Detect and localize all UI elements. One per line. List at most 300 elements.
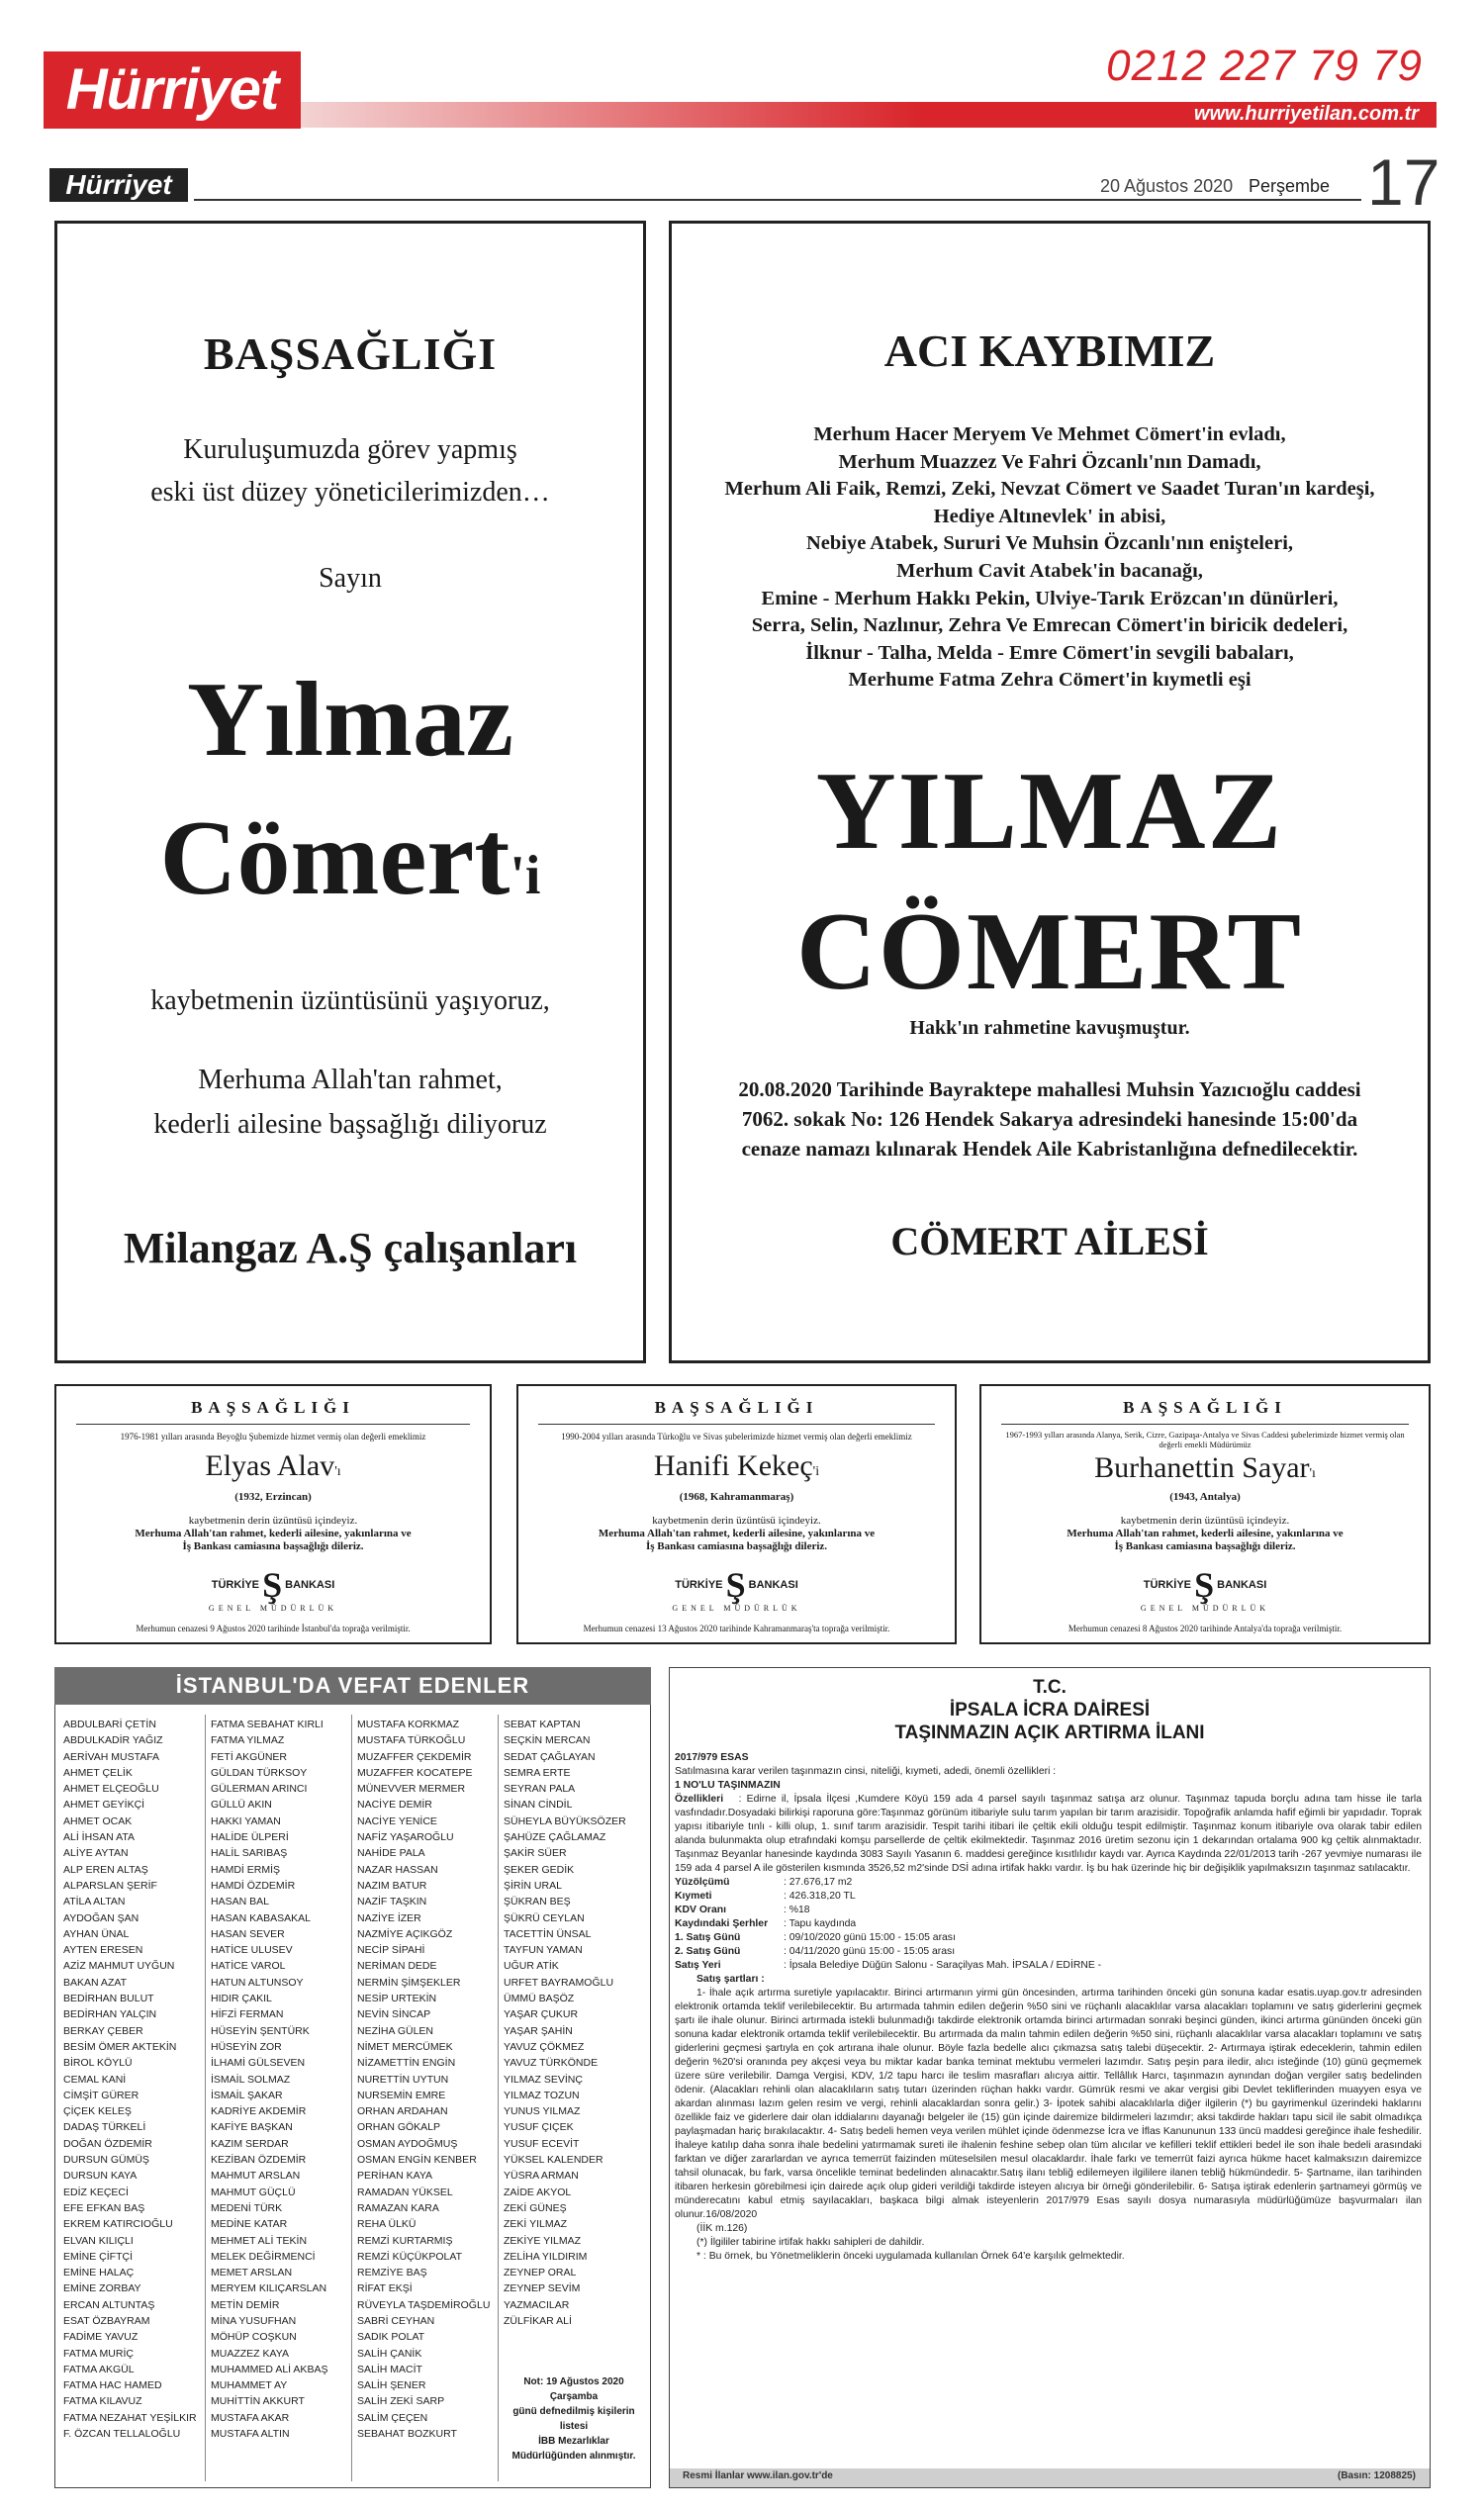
small-ad-msg1: kaybetmenin derin üzüntüsü içindeyiz. — [1120, 1515, 1290, 1527]
icra-field-row — [675, 1959, 1422, 1973]
bank-name-left: TÜRKİYE — [1143, 1578, 1191, 1591]
deceased-name-item: NURETTİN UYTUN — [357, 2073, 449, 2086]
deceased-name-item: ŞİRİN URAL — [504, 1879, 562, 1892]
deceased-name-item: FADİME YAVUZ — [63, 2331, 139, 2344]
small-ad-title: BAŞSAĞLIĞI — [1123, 1398, 1287, 1417]
icra-field-row — [675, 1904, 1422, 1917]
deceased-name-item: MUSTAFA TÜRKOĞLU — [357, 1734, 466, 1747]
deceased-name-item: MUAZZEZ KAYA — [211, 2347, 289, 2360]
deceased-name-item: BERKAY ÇEBER — [63, 2024, 143, 2037]
icra-field-label: 2. Satış Günü — [675, 1946, 741, 1957]
name-suffix: 'ı — [334, 1464, 341, 1479]
icra-field-value: : Tapu kaydında — [784, 1918, 857, 1929]
deceased-name-item: PERİHAN KAYA — [357, 2170, 433, 2183]
relative-line: Emine - Merhum Hakkı Pekin, Ulviye-Tarık Erözcan'ın dünürleri, — [761, 587, 1339, 609]
small-ad-msg1: kaybetmenin derin üzüntüsü içindeyiz. — [188, 1515, 358, 1527]
ad2-title: ACI KAYBIMIZ — [883, 326, 1216, 376]
icra-body — [675, 1751, 1422, 2264]
deceased-name-item: HASAN KABASAKAL — [211, 1911, 311, 1924]
condolence-ad-milangaz — [54, 221, 646, 1363]
relative-line: Hediye Altınevlek' in abisi, — [933, 505, 1166, 527]
deceased-name-item: HALİL SARIBAŞ — [211, 1847, 288, 1860]
bank-name-right: BANKASI — [1217, 1578, 1267, 1591]
funeral-line: 20.08.2020 Tarihinde Bayraktepe mahallesi Muhsin Yazıcıoğlu caddesi — [738, 1077, 1361, 1101]
deceased-name-item: AHMET ÇELİK — [63, 1766, 133, 1779]
deceased-name-item: ZÜLFİKAR ALİ — [504, 2314, 572, 2327]
icra-field-row — [675, 1931, 1422, 1945]
vefat-title: İSTANBUL'DA VEFAT EDENLER — [54, 1667, 651, 1705]
relative-line: Merhum Hacer Meryem Ve Mehmet Cömert'in evladı, — [813, 423, 1286, 445]
isbank-icon: Ş — [1194, 1565, 1215, 1605]
deceased-name-item: HÜSEYİN ŞENTÜRK — [211, 2024, 310, 2037]
bank-name-right: BANKASI — [285, 1578, 335, 1591]
small-ad-msg2: Merhuma Allah'tan rahmet, kederli ailesine, yakınlarına ve — [1067, 1528, 1344, 1539]
deceased-name-item: HATUN ALTUNSOY — [211, 1976, 304, 1989]
deceased-name-item: OSMAN AYDOĞMUŞ — [357, 2137, 458, 2150]
deceased-name-item: MİNA YUSUFHAN — [211, 2314, 297, 2327]
small-ad-info: (1968, Kahramanmaraş) — [679, 1491, 794, 1503]
icra-intro: Satılmasına karar verilen taşınmazın cinsi, niteliği, kıymeti, adedi, önemli özellikleri : — [675, 1766, 1057, 1777]
deceased-name-item: HİFZİ FERMAN — [211, 2008, 284, 2021]
deceased-name-item: REMZİYE BAŞ — [357, 2267, 427, 2279]
deceased-name-item: REMZİ KÜÇÜKPOLAT — [357, 2250, 462, 2263]
ad1-name-last — [57, 797, 643, 920]
relative-line: Merhum Cavit Atabek'in bacanağı, — [896, 559, 1203, 582]
name-suffix: 'i — [812, 1464, 820, 1479]
deceased-name-item: AYHAN ÜNAL — [63, 1927, 130, 1940]
deceased-name-item: FATMA AKGÜL — [63, 2363, 135, 2375]
deceased-name-item: SÜHEYLA BÜYÜKSÖZER — [504, 1814, 626, 1827]
deceased-name-item: ATİLA ALTAN — [63, 1896, 126, 1908]
header-website[interactable]: www.hurriyetilan.com.tr — [1193, 103, 1419, 125]
icra-footnote: * : Bu örnek, bu Yönetmeliklerin önceki uygulamada kullanılan Örnek 64'e karşılık gelmektedir. — [696, 2251, 1125, 2262]
deceased-name-item: MUZAFFER ÇEKDEMİR — [357, 1750, 472, 1763]
deceased-name-item: UĞUR ATİK — [504, 1960, 559, 1973]
deceased-name-item: REMZİ KURTARMIŞ — [357, 2234, 453, 2247]
isbank-ad-burhanettin-sayar — [979, 1384, 1431, 1644]
deceased-name-item: METİN DEMİR — [211, 2298, 280, 2311]
deceased-name-item: MEHMET ALİ TEKİN — [211, 2234, 308, 2247]
ad2-name-last: CÖMERT — [795, 890, 1304, 1013]
ad1-surname: Cömert — [159, 799, 510, 917]
deceased-name-item: BESİM ÖMER AKTEKİN — [63, 2040, 177, 2053]
vefat-col-divider-2 — [351, 1715, 352, 2481]
deceased-name-item: MEDENİ TÜRK — [211, 2201, 283, 2214]
small-ad-info: (1932, Erzincan) — [234, 1491, 312, 1503]
small-ad-intro: 1967-1993 yılları arasında Alanya, Serik, Cizre, Gazipaşa-Antalya ve Sivas Caddesi şubelerimizde hizmet vermiş olan değerli emekli Müdürümüz — [1005, 1430, 1405, 1449]
deceased-name-item: HALİDE ÜLPERİ — [211, 1831, 289, 1844]
deceased-name-item: EFE EFKAN BAŞ — [63, 2201, 145, 2214]
obituary-ad-comert — [669, 221, 1431, 1363]
deceased-name-item: ZEYNEP ORAL — [504, 2267, 577, 2279]
deceased-name-item: ŞAKİR SÜER — [504, 1847, 567, 1860]
deceased-name-item: ZAİDE AKYOL — [504, 2186, 572, 2198]
bank-logo — [981, 1564, 1429, 1606]
deceased-name-item: HASAN SEVER — [211, 1927, 285, 1940]
deceased-name-item: MUSTAFA AKAR — [211, 2411, 290, 2424]
small-ad-title: BAŞSAĞLIĞI — [654, 1398, 819, 1417]
deceased-name-item: BİROL KÖYLÜ — [63, 2057, 133, 2070]
icra-field-label: Kaydındaki Şerhler — [675, 1918, 769, 1929]
divider — [76, 1424, 470, 1425]
deceased-name-item: DOĞAN ÖZDEMİR — [63, 2137, 152, 2150]
isbank-ad-hanifi-kekec — [516, 1384, 957, 1644]
deceased-name-item: HAKKI YAMAN — [211, 1814, 281, 1827]
deceased-name-item: ŞAHÜZE ÇAĞLAMAZ — [504, 1831, 606, 1844]
vefat-column-1 — [63, 1717, 204, 2442]
icra-sartlar-text: 1- İhale açık artırma suretiyle yapılacaktır. Birinci artırmanın yirmi gün öncesinden, artırma tarihinden önceki gün sonuna kadar esatis.uyap.gov.tr adresinden elektronik ortamda teklif verilebilecektir. Bu artırmada tahmin edilen değerin %50 sini ve rüçhanlı alacaklılar varsa alacakları toplamını ve satış giderlerini geçmek şartı ile ihale olunur. Birinci artırmada istekli bulunmadığı takdirde elektronik ortamda birinci artırmadan sonraki beşinci günden, ikinci artırma gününden önceki gün sonuna kadar elektronik ortamda teklif verilebilecektir. Bu artırmada da malın tahmin edilen değerin %50 sini, rüçhanlı alacaklılar varsa alacakları toplamını ve satış giderlerini geçmesi şartıyla en çok artırana ihale olunur. Böyle fazla bedelle alıcı çıkmazsa satış talebi düşecektir. 2- Artırmaya iştirak edeceklerin, tahmin edilen değerin %20'si oranında pey akçesi veya bu miktar kadar banka teminat mektubu vermeleri lazımdır. Satış peşin para iledir, alıcı isteğinde (10) günü geçmemek üzere süre verilebilir. Damga Vergisi, KDV, 1/2 tapu harcı ile teslim masrafları alıcıya aittir. Tellâllık Harcı, taşınmazın aynından doğan vergiler satış bedelinden ödenir. (Alacakları rehinli olan alacaklıların satış tutarı üzerinden rüçhan hakkı vardır. Gümrük resmi ve akar vergisi gibi Devlet tekliflerinden muayyen esya ve akardan alınması lazım gelen resim ve vergi, rehinli alacaklardan sonra gelir.) 3- İpotek sahibi alacaklılarla diğer ilgilerin (*) bu gayrimenkul üzerindeki haklarını özellikle faiz ve giderlere dair olan iddialarını dayanağı belgeler ile (15) gün içinde dairemize bildirmeleri lazımdır; aksi takdirde hakları tapu sicil ile sabit olmadıkça paylaşmadan hariç bırakılacaktır. 4- Satış bedeli hemen veya verilen mühlet içinde ödenmezse İcra ve İflas Kanununun 133 üncü maddesi gereğince ihale feshedilir. İhaleye katılıp daha sonra ihale bedelini yatırmamak sureti ile ihalenin feshine sebep olan tüm alıcılar ve kefilleri teklif ettikleri bedel ile son ihale bedeli arasındaki farktan ve diğer zararlardan ve ayrıca temerrüt faizinden müteselsilen mesul olacaklardır. İhale farkı ve temerrüt faizi ayrıca hükme hacet kalmaksızın dairemizce tahsil olunacak, bu fark, varsa öncelikle teminat bedelinden alınacaktır.Satış ilanı tebliğ edilemeyen ilgililere ilanen tebliğ hükmündedir. 5- Şartname, ilan tarihinden itibaren herkesin görebilmesi için dairede açık olup gideri verildiği takdirde isteyen alıcıya bir örneği gönderilebilir. 6- Satışa iştirak edenlerin şartnameyi görmüş ve münderecatını kabul etmiş sayılacakları, başkaca bilgi almak isteyenlerin 2017/979 Esas sayılı dosya numarasıyla müdürlüğümüze başvurmaları ilan olunur.16/08/2020 — [675, 1988, 1422, 2220]
deceased-name-item: RİFAT EKŞİ — [357, 2282, 413, 2295]
relative-line: Nebiye Atabek, Sururi Ve Muhsin Özcanlı'nın enişteleri, — [805, 532, 1294, 555]
note-line: Not: 19 Ağustos 2020 Çarşamba — [523, 2376, 624, 2402]
deceased-name-item: YAZMACILAR — [504, 2298, 570, 2311]
ad1-text-line3: kederli ailesine başsağlığı diliyoruz — [153, 1109, 547, 1140]
icra-title: TAŞINMAZIN AÇIK ARTIRMA İLANI — [894, 1722, 1205, 1743]
ad1-intro-line2: eski üst düzey yöneticilerimizden… — [150, 477, 550, 508]
deceased-name-item: NAZAR HASSAN — [357, 1863, 438, 1876]
note-line: Müdürlüğünden alınmıştır. — [511, 2451, 636, 2462]
icra-field-value: : 27.676,17 m2 — [784, 1877, 853, 1888]
bank-name-left: TÜRKİYE — [211, 1578, 259, 1591]
deceased-name-item: GÜLERMAN ARINCI — [211, 1783, 308, 1796]
icra-footnote: (İİK m.126) — [696, 2223, 748, 2234]
small-ad-footer: Merhumun cenazesi 13 Ağustos 2020 tarihinde Kahramanmaraş'ta toprağa verilmiştir. — [583, 1624, 890, 1633]
icra-field-row — [675, 1917, 1422, 1931]
deceased-name-item: FATMA HAC HAMED — [63, 2379, 162, 2392]
deceased-name-item: KAFİYE BAŞKAN — [211, 2121, 293, 2134]
deceased-name-item: YUSUF ECEVİT — [504, 2137, 580, 2150]
deceased-name-item: NAHİDE PALA — [357, 1847, 425, 1860]
ad2-relatives — [672, 421, 1428, 695]
deceased-name-item: SEBAHAT BOZKURT — [357, 2428, 457, 2441]
deceased-name-item: BEDİRHAN YALÇIN — [63, 2008, 157, 2021]
isbank-icon: Ş — [262, 1565, 283, 1605]
deceased-name-item: SALİH ŞENER — [357, 2379, 426, 2392]
header-date: 20 Ağustos 2020 — [1100, 176, 1234, 196]
deceased-name-item: YAVUZ ÇÖKMEZ — [504, 2040, 585, 2053]
icra-tc: T.C. — [1033, 1677, 1067, 1698]
deceased-name-item: AHMET GEYİKÇİ — [63, 1799, 145, 1812]
bank-logo — [56, 1564, 490, 1606]
ad1-intro-line1: Kuruluşumuzda görev yapmış — [183, 434, 517, 465]
icra-field-label: KDV Oranı — [675, 1905, 726, 1915]
header-phone: 0212 227 79 79 — [1106, 42, 1423, 90]
deceased-name-item: NERMİN ŞİMŞEKLER — [357, 1976, 461, 1989]
deceased-name-item: REHA ÜLKÜ — [357, 2218, 417, 2231]
vefat-column-3 — [357, 1717, 498, 2442]
deceased-name-item: HIDIR ÇAKIL — [211, 1993, 272, 2005]
deceased-name-item: ALİ İHSAN ATA — [63, 1831, 135, 1844]
deceased-name-item: İSMAİL SOLMAZ — [211, 2073, 291, 2086]
bank-name-left: TÜRKİYE — [675, 1578, 723, 1591]
deceased-name-item: TACETTİN ÜNSAL — [504, 1927, 592, 1940]
deceased-name-item: BAKAN AZAT — [63, 1976, 127, 1989]
deceased-name-item: AYDOĞAN ŞAN — [63, 1911, 139, 1924]
deceased-name-item: ZEKİ YILMAZ — [504, 2218, 567, 2231]
deceased-name-item: MUHİTTİN AKKURT — [211, 2395, 305, 2408]
small-hurriyet-logo: Hürriyet — [49, 168, 188, 202]
isbank-icon: Ş — [725, 1565, 746, 1605]
deceased-name-item: ERCAN ALTUNTAŞ — [63, 2298, 155, 2311]
deceased-name-item: ORHAN ARDAHAN — [357, 2105, 448, 2118]
icra-sartlar-title: Satış şartları : — [696, 1974, 765, 1985]
deceased-name-item: SALİH ZEKİ SARP — [357, 2395, 445, 2408]
deceased-name-item: CEMAL KANİ — [63, 2073, 127, 2086]
deceased-name-item: NESİP URTEKİN — [357, 1993, 437, 2005]
deceased-name-item: SALİH MACİT — [357, 2363, 422, 2375]
deceased-name-item: NAZİF TAŞKIN — [357, 1896, 427, 1908]
vefat-note — [500, 2374, 648, 2464]
vefat-col-divider-3 — [498, 1715, 499, 2481]
deceased-name-item: ALİYE AYTAN — [63, 1847, 129, 1860]
deceased-name-item: NACİYE DEMİR — [357, 1799, 432, 1812]
deceased-name-item: KEZİBAN ÖZDEMİR — [211, 2154, 307, 2167]
deceased-name-item: HAMDİ ÖZDEMİR — [211, 1879, 296, 1892]
deceased-name-item: AZİZ MAHMUT UYĞUN — [63, 1960, 175, 1973]
deceased-name-item: NİMET MERCÜMEK — [357, 2040, 453, 2053]
vefat-col-divider-1 — [205, 1715, 206, 2481]
deceased-name-item: MUHAMMET AY — [211, 2379, 288, 2392]
deceased-name-item: MÖHÜP COŞKUN — [211, 2331, 297, 2344]
icra-field-value: : 426.318,20 TL — [784, 1891, 856, 1902]
small-ad-intro: 1990-2004 yılları arasında Türkoğlu ve Sivas şubelerimizde hizmet vermiş olan değerli emeklimiz — [561, 1432, 912, 1442]
deceased-name-item: AHMET ELÇEOĞLU — [63, 1783, 159, 1796]
deceased-name-item: F. ÖZCAN TELLALOĞLU — [63, 2428, 181, 2441]
deceased-name-item: HATİCE VAROL — [211, 1960, 286, 1973]
deceased-name-item: BEDİRHAN BULUT — [63, 1993, 154, 2005]
small-ad-info: (1943, Antalya) — [1169, 1491, 1241, 1503]
hurriyet-logo[interactable]: Hürriyet — [44, 51, 301, 129]
deceased-name-item: ZELİHA YILDIRIM — [504, 2250, 588, 2263]
deceased-name-item: HASAN BAL — [211, 1896, 269, 1908]
deceased-name-item: HAMDİ ERMİŞ — [211, 1863, 281, 1876]
deceased-name-item: MELEK DEĞİRMENCİ — [211, 2250, 316, 2263]
isbank-ad-elyas-alav — [54, 1384, 492, 1644]
ozellik-text: : Edirne il, İpsala İlçesi ,Kumdere Köyü 159 ada 4 parsel sayılı taşınmaz satışa arz olunur. Taşınmaz tapuda borçlu adına tam hisse ile tarla vasfındadır.Dosyadaki bilirkişi raporuna göre:Taşınmaz görünüm itibariyle sulu tarım yapılan bir tarım arazisidir. Topoğrafik anlamda hafif eğimli bir yapıdadır. Toprak yapısı itibariyle tınlı - killi olup, 1. sınıf tarım arazisidir. Tespit tarihi itibari ile çeltik ekili olduğu tespit edilmiştir. Taşınmaz konum itibariyle ova olarak tabir edilen alanda bulunmakta olup etrafındaki komşu parsellerde de çeltik ekilmektedir. Taşınmaz 2016 üretim sezonu için 1 dekarından ortalama 900 kg çeltik alınmaktadır. Taşınmaz Beyanlar hanesinde kaydında 3083 Sayılı Yasanın 6. maddesi gereğince kısıtlılıdır kaydı var. Ayrıca Kaydında 22/01/2013 tarih -267 yevmiye numarası ile 159 ada 4 parsel A ile gösterilen kısmında 3526,52 m2'sinde DSİ adına irtifak hakkı vardır. İş bu hak üzerinde hiç bir değişiklik yapılmaksızın taşınmaz satılacaktır. — [675, 1794, 1422, 1874]
funeral-line: cenaze namazı kılınarak Hendek Aile Kabristanlığına defnedilecektir. — [741, 1137, 1358, 1161]
relative-line: Serra, Selin, Nazlınur, Zehra Ve Emrecan Cömert'in biricik dedeleri, — [751, 614, 1348, 637]
vefat-column-4 — [504, 1717, 648, 2329]
icra-field-label: 1. Satış Günü — [675, 1932, 741, 1943]
deceased-name-item: MUSTAFA ALTIN — [211, 2428, 290, 2441]
small-ad-title: BAŞSAĞLIĞI — [191, 1398, 355, 1417]
deceased-name-item: NECİP SİPAHİ — [357, 1944, 425, 1957]
ad2-rahmet: Hakk'ın rahmetine kavuşmuştur. — [909, 1017, 1190, 1039]
deceased-name-item: HATİCE ULUSEV — [211, 1944, 293, 1957]
deceased-name-item: ALPARSLAN ŞERİF — [63, 1879, 157, 1892]
deceased-name-item: EMİNE ZORBAY — [63, 2282, 141, 2295]
deceased-name-item: NACİYE YENİCE — [357, 1814, 437, 1827]
deceased-name-item: ZEKİYE YILMAZ — [504, 2234, 581, 2247]
deceased-name-item: DADAŞ TÜRKELİ — [63, 2121, 146, 2134]
deceased-name-item: MÜNEVVER MERMER — [357, 1783, 466, 1796]
deceased-name-item: YÜKSEL KALENDER — [504, 2154, 603, 2167]
deceased-name-item: NURSEMİN EMRE — [357, 2089, 446, 2101]
deceased-name-item: MUZAFFER KOCATEPE — [357, 1766, 473, 1779]
icra-field-value: : 04/11/2020 günü 15:00 - 15:05 arası — [784, 1946, 956, 1957]
small-ad-msg1: kaybetmenin derin üzüntüsü içindeyiz. — [652, 1515, 821, 1527]
small-ad-msg2: Merhuma Allah'tan rahmet, kederli ailesine, yakınlarına ve — [135, 1528, 412, 1539]
bank-subtitle: GENEL MÜDÜRLÜK — [672, 1604, 801, 1613]
deceased-name-item: ŞEKER GEDİK — [504, 1863, 575, 1876]
divider — [1001, 1424, 1409, 1425]
deceased-name-item: TAYFUN YAMAN — [504, 1944, 583, 1957]
deceased-name-item: AHMET OCAK — [63, 1814, 133, 1827]
deceased-name-item: YAŞAR ŞAHİN — [504, 2024, 573, 2037]
small-ad-footer: Merhumun cenazesi 8 Ağustos 2020 tarihinde Antalya'da toprağa verilmiştir. — [1067, 1624, 1343, 1633]
ozellik-label: Özellikleri — [675, 1794, 724, 1805]
deceased-name-item: MUSTAFA KORKMAZ — [357, 1719, 460, 1730]
deceased-name-item: RAMAZAN KARA — [357, 2201, 439, 2214]
deceased-name-item: MEDİNE KATAR — [211, 2218, 288, 2231]
ad2-signature: CÖMERT AİLESİ — [890, 1219, 1209, 1263]
deceased-name-item: GÜLLÜ AKIN — [211, 1799, 272, 1812]
deceased-name-item: EDİZ KEÇECİ — [63, 2186, 129, 2198]
name-suffix: 'ı — [1309, 1466, 1316, 1481]
deceased-name: Hanifi Kekeç — [653, 1449, 813, 1482]
deceased-name-item: ZEKİ GÜNEŞ — [504, 2201, 567, 2214]
small-ad-msg3: İş Bankası camiasına başsağlığı dileriz. — [182, 1540, 364, 1552]
deceased-name-item: SEYRAN PALA — [504, 1783, 576, 1796]
ad1-sayin: Sayın — [319, 563, 382, 594]
deceased-name-item: NEVİN SİNCAP — [357, 2008, 431, 2021]
bank-subtitle: GENEL MÜDÜRLÜK — [1140, 1604, 1270, 1613]
deceased-name-item: YUNUS YILMAZ — [504, 2105, 581, 2118]
small-ad-msg2: Merhuma Allah'tan rahmet, kederli ailesine, yakınlarına ve — [598, 1528, 876, 1539]
header-day: Perşembe — [1249, 176, 1331, 196]
icra-field-value: : %18 — [784, 1905, 810, 1915]
deceased-name-item: İLHAMİ GÜLSEVEN — [211, 2057, 306, 2070]
deceased-name-item: FATMA SEBAHAT KIRLI — [211, 1719, 324, 1730]
deceased-name-item: NİZAMETTİN ENGİN — [357, 2057, 456, 2070]
deceased-name-item: MERYEM KILIÇARSLAN — [211, 2282, 327, 2295]
deceased-name-item: NAZİYE İZER — [357, 1911, 421, 1924]
deceased-name-item: ÜMMÜ BAŞÖZ — [504, 1993, 575, 2005]
deceased-name-item: ŞÜKRAN BEŞ — [504, 1896, 571, 1908]
relative-line: Merhum Ali Faik, Remzi, Zeki, Nevzat Cömert ve Saadet Turan'ın kardeşi, — [724, 478, 1375, 501]
icra-field-row — [675, 1890, 1422, 1904]
deceased-name-item: EMİNE ÇİFTÇİ — [63, 2250, 133, 2263]
note-line: listesi — [559, 2421, 589, 2432]
bank-subtitle: GENEL MÜDÜRLÜK — [208, 1604, 338, 1613]
deceased-name-item: SİNAN CİNDİL — [504, 1799, 573, 1812]
deceased-name-item: İSMAİL ŞAKAR — [211, 2089, 283, 2101]
icra-footnote: (*) İlgililer tabirine irtifak hakkı sahipleri de dahildir. — [696, 2237, 925, 2248]
icra-ozellik — [675, 1793, 1422, 1876]
small-ad-name — [56, 1449, 490, 1483]
relative-line: Merhum Muazzez Ve Fahri Özcanlı'nın Damadı, — [838, 450, 1261, 473]
relative-line: Merhume Fatma Zehra Cömert'in kıymetli eşi — [848, 669, 1252, 692]
icra-field-value: : İpsala Belediye Düğün Salonu - Saraçilyas Mah. İPSALA / EDİRNE - — [784, 1960, 1102, 1971]
deceased-name-item: MUHAMMED ALİ AKBAŞ — [211, 2363, 328, 2375]
deceased-name-item: ESAT ÖZBAYRAM — [63, 2314, 150, 2327]
deceased-name-item: ABDULBARİ ÇETİN — [63, 1719, 156, 1730]
deceased-name-item: HÜSEYİN ZOR — [211, 2040, 282, 2053]
icra-fields — [675, 1876, 1422, 1973]
deceased-name: Burhanettin Sayar — [1094, 1451, 1310, 1484]
deceased-name-item: NERİMAN DEDE — [357, 1960, 437, 1973]
deceased-name-item: FATMA NEZAHAT YEŞİLKIR — [63, 2411, 197, 2424]
deceased-name-item: KADRİYE AKDEMİR — [211, 2105, 307, 2118]
deceased-name-item: NAZMİYE AÇIKGÖZ — [357, 1927, 453, 1940]
deceased-name-item: SEDAT ÇAĞLAYAN — [504, 1750, 596, 1763]
deceased-name-item: SALİM ÇEÇEN — [357, 2411, 428, 2424]
deceased-name-item: ABDULKADİR YAĞIZ — [63, 1734, 163, 1747]
small-ad-name — [981, 1451, 1429, 1485]
deceased-name-item: YUSUF ÇIÇEK — [504, 2121, 574, 2134]
deceased-name-item: ORHAN GÖKALP — [357, 2121, 441, 2134]
deceased-name-item: YAŞAR ÇUKUR — [504, 2008, 579, 2021]
deceased-name-item: KAZIM SERDAR — [211, 2137, 289, 2150]
icra-field-row — [675, 1945, 1422, 1959]
small-ad-intro: 1976-1981 yılları arasında Beyoğlu Şubemizde hizmet vermiş olan değerli emeklimiz — [120, 1432, 426, 1442]
deceased-name-item: SALİH ÇANİK — [357, 2347, 422, 2360]
deceased-name-item: ALP EREN ALTAŞ — [63, 1863, 148, 1876]
ad1-name-first: Yılmaz — [187, 661, 513, 779]
page-number: 17 — [1367, 145, 1440, 219]
note-line: İBB Mezarlıklar — [538, 2436, 609, 2447]
small-ad-name — [518, 1449, 955, 1483]
deceased-name-item: URFET BAYRAMOĞLU — [504, 1976, 614, 1989]
deceased-name-item: ZEYNEP SEVİM — [504, 2282, 581, 2295]
ad1-text-line2: Merhuma Allah'tan rahmet, — [198, 1065, 503, 1095]
deceased-name-item: SEMRA ERTE — [504, 1766, 571, 1779]
ad1-signature: Milangaz A.Ş çalışanları — [123, 1224, 578, 1272]
icra-field-label: Satış Yeri — [675, 1960, 721, 1971]
header-rule — [194, 199, 1361, 201]
deceased-name-item: FATMA MURİÇ — [63, 2347, 134, 2360]
icra-item: 1 NO'LU TAŞINMAZIN — [675, 1780, 781, 1791]
deceased-name-item: SEBAT KAPTAN — [504, 1719, 581, 1730]
small-ad-msg3: İş Bankası camiasına başsağlığı dileriz. — [645, 1540, 828, 1552]
icra-file-no: 2017/979 ESAS — [675, 1752, 749, 1763]
deceased-name-item: ŞÜKRÜ CEYLAN — [504, 1911, 585, 1924]
deceased-name-item: FETİ AKGÜNER — [211, 1750, 288, 1763]
deceased-name-item: MAHMUT ARSLAN — [211, 2170, 301, 2183]
icra-bottom-left[interactable]: Resmi İlanlar www.ilan.gov.tr'de — [683, 2470, 833, 2481]
icra-field-value: : 09/10/2020 günü 15:00 - 15:05 arası — [784, 1932, 956, 1943]
deceased-name-item: FATMA YILMAZ — [211, 1734, 285, 1747]
icra-field-label: Kıymeti — [675, 1891, 712, 1902]
deceased-name-item: DURSUN KAYA — [63, 2170, 138, 2183]
note-line: günü defnedilmiş kişilerin — [512, 2406, 635, 2417]
deceased-name-item: EMİNE HALAÇ — [63, 2267, 135, 2279]
deceased-name-item: AERİVAH MUSTAFA — [63, 1750, 160, 1763]
divider — [538, 1424, 935, 1425]
deceased-name-item: MEMET ARSLAN — [211, 2267, 293, 2279]
deceased-name-item: YILMAZ TOZUN — [504, 2089, 580, 2101]
deceased-name-item: YÜSRA ARMAN — [504, 2170, 579, 2183]
deceased-name-item: SABRİ CEYHAN — [357, 2314, 435, 2327]
deceased-name-item: RAMADAN YÜKSEL — [357, 2186, 453, 2198]
icra-basin: (Basın: 1208825) — [1338, 2470, 1416, 2481]
bank-name-right: BANKASI — [748, 1578, 798, 1591]
icra-office: İPSALA İCRA DAİRESİ — [949, 1700, 1151, 1721]
deceased-name-item: CİMŞİT GÜRER — [63, 2089, 139, 2101]
deceased-name-item: YILMAZ SEVİNÇ — [504, 2073, 583, 2086]
ad1-text-line1: kaybetmenin üzüntüsünü yaşıyoruz, — [150, 985, 550, 1016]
icra-field-row — [675, 1876, 1422, 1890]
icra-field-label: Yüzölçümü — [675, 1877, 730, 1888]
ad2-name-first: YILMAZ — [815, 750, 1284, 873]
deceased-name-item: ELVAN KILIÇLI — [63, 2234, 134, 2247]
vefat-column-2 — [211, 1717, 351, 2442]
deceased-name-item: YAVUZ TÜRKÖNDE — [504, 2057, 599, 2070]
deceased-name-item: MAHMUT GÜÇLÜ — [211, 2186, 296, 2198]
deceased-name-item: DURSUN GÜMÜŞ — [63, 2154, 149, 2167]
deceased-name-item: FATMA KILAVUZ — [63, 2395, 142, 2408]
ad2-funeral — [672, 1074, 1428, 1163]
